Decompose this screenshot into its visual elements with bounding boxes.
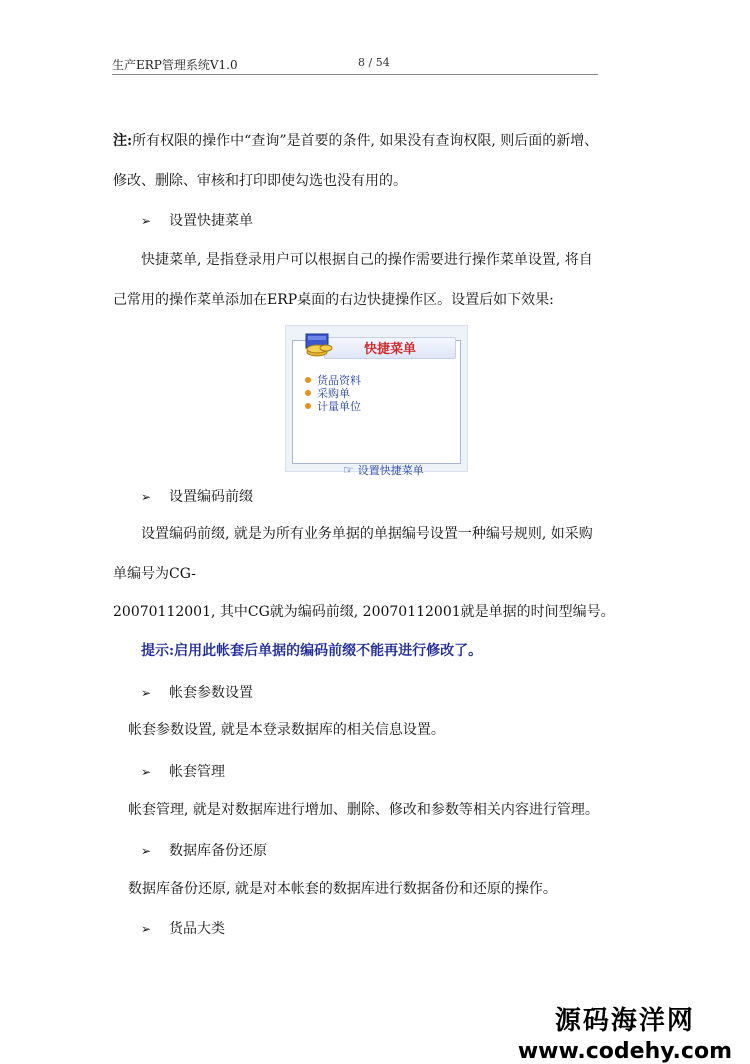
quickmenu-line-1: 快捷菜单, 是指登录用户可以根据自己的操作需要进行操作菜单设置, 将自 — [141, 252, 593, 268]
quick-menu-figure — [285, 325, 468, 477]
bullet-icon — [305, 377, 311, 383]
prefix-line-2: 单编号为CG- — [113, 566, 196, 582]
section-heading-manage: ➢ 帐套管理 — [141, 764, 225, 780]
site-watermark — [518, 1000, 732, 1064]
pointing-hand-icon: ☞ — [343, 463, 354, 477]
bullet-icon — [305, 390, 311, 396]
coins-folder-icon — [304, 332, 334, 358]
arrow-bullet-icon: ➢ — [141, 686, 152, 700]
note-line-2: 修改、删除、审核和打印即使勾选也没有用的。 — [113, 173, 407, 189]
prefix-line-1: 设置编码前缀, 就是为所有业务单据的单据编号设置一种编号规则, 如采购 — [141, 526, 593, 542]
section-heading-quickmenu: ➢ 设置快捷菜单 — [141, 213, 253, 229]
quick-menu-item[interactable]: 货品资料 — [305, 373, 361, 386]
watermark-line-1: 源码海洋网 — [554, 1006, 695, 1036]
quickmenu-line-2: 己常用的操作菜单添加在ERP桌面的右边快捷操作区。设置后如下效果: — [113, 292, 554, 308]
backup-line: 数据库备份还原, 就是对本帐套的数据库进行数据备份和还原的操作。 — [128, 881, 557, 897]
section-heading-params: ➢ 帐套参数设置 — [141, 685, 253, 701]
watermark-line-2: www.codehy.com — [517, 1039, 732, 1064]
params-line: 帐套参数设置, 就是本登录数据库的相关信息设置。 — [128, 722, 445, 738]
prefix-line-3: 20070112001, 其中CG就为编码前缀, 20070112001就是单据的时间型编号。 — [113, 604, 615, 620]
note-line-1 — [113, 131, 598, 151]
arrow-bullet-icon: ➢ — [141, 214, 152, 228]
bullet-icon — [305, 403, 311, 409]
quick-menu-item[interactable]: 计量单位 — [305, 399, 361, 412]
arrow-bullet-icon: ➢ — [141, 490, 152, 504]
doc-title: 生产ERP管理系统V1.0 — [112, 58, 238, 72]
quick-menu-settings-link[interactable]: ☞ 设置快捷菜单 — [343, 463, 424, 477]
manage-line: 帐套管理, 就是对数据库进行增加、删除、修改和参数等相关内容进行管理。 — [128, 802, 599, 818]
quick-menu-banner — [304, 332, 455, 360]
page-number: 8 / 54 — [358, 56, 390, 69]
quick-menu-items — [305, 373, 361, 412]
hint-text: 提示:启用此帐套后单据的编码前缀不能再进行修改了。 — [141, 643, 483, 659]
arrow-bullet-icon: ➢ — [141, 765, 152, 779]
page-header — [112, 50, 598, 75]
note-text-1: 所有权限的操作中“查询”是首要的条件, 如果没有查询权限, 则后面的新增、 — [132, 133, 599, 149]
quick-menu-item[interactable]: 采购单 — [305, 386, 361, 399]
note-label: 注: — [113, 133, 133, 149]
quick-menu-title: 快捷菜单 — [364, 342, 417, 357]
arrow-bullet-icon: ➢ — [141, 844, 152, 858]
section-heading-prefix: ➢ 设置编码前缀 — [141, 489, 253, 505]
arrow-bullet-icon: ➢ — [141, 922, 152, 936]
section-heading-backup: ➢ 数据库备份还原 — [141, 843, 267, 859]
section-heading-category: ➢ 货品大类 — [141, 921, 225, 937]
